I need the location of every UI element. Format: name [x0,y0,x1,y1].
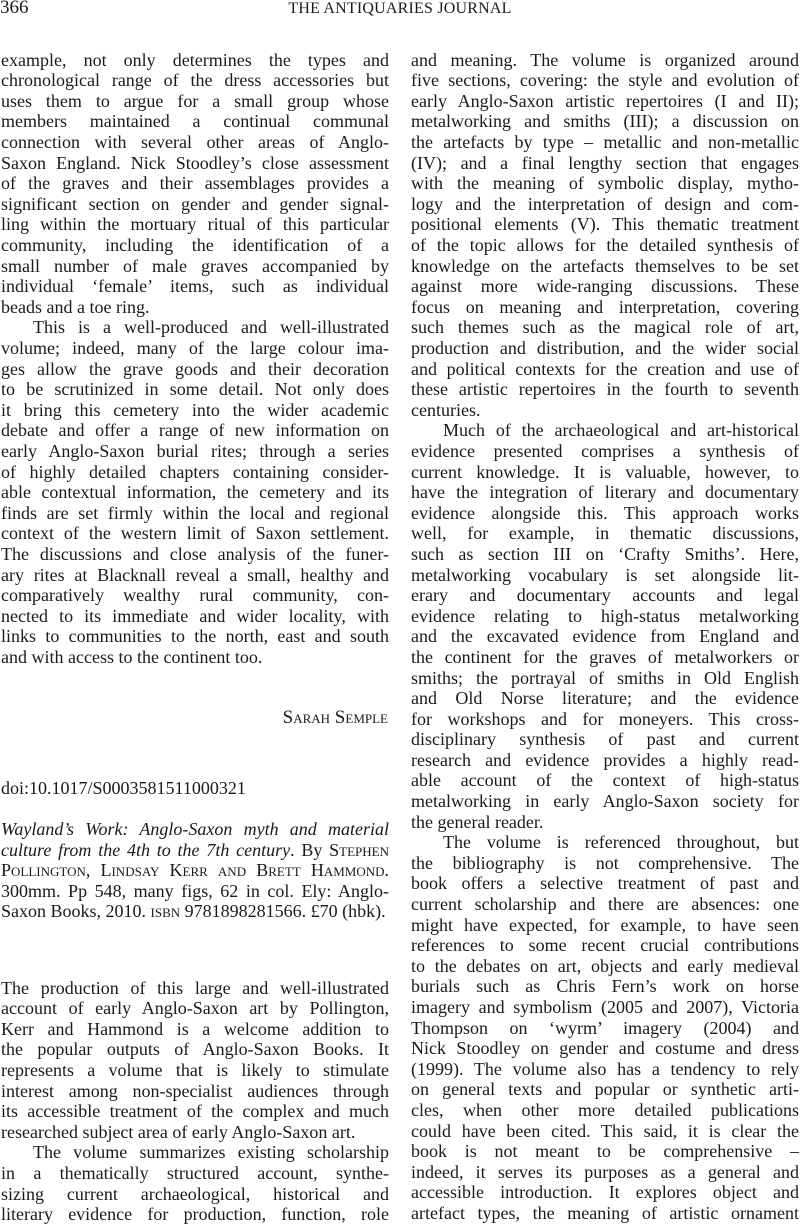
paragraph [1,978,389,1143]
text-line: these artistic repertoires in the fourth to seventh [411,379,799,400]
text-line: smiths; the portrayal of smiths in Old English [411,667,799,688]
text-line: references to some recent crucial contributions [411,935,799,956]
text-line: evidence alongside this. This approach works [411,502,799,523]
text-line: ary rites at Blacknall reveal a small, healthy and [1,564,389,585]
book-price: £70 (hbk). [310,901,386,922]
text-line: of highly detailed chapters containing consider- [1,461,389,482]
text-line: for workshops and for moneyers. This cross- [411,708,799,729]
text-line: focus on meaning and interpretation, covering [411,296,799,317]
text-line: uses them to argue for a small group whose [1,90,389,111]
text-line: current scholarship and there are absences: one [411,894,799,915]
book-citation [1,819,389,922]
text-line: account of early Anglo-Saxon art by Pollington, [1,998,389,1019]
page-number: 366 [0,0,29,18]
text-line: it bring this cemetery into the wider academic [1,399,389,420]
text-line: The discussions and close analysis of the funer- [1,543,389,564]
text-line: able contextual information, the cemetery and its [1,482,389,503]
text-line: the bibliography is not comprehensive. The [411,852,799,873]
text-line: example, not only determines the types and [1,49,389,70]
text-line: This is a well-produced and well-illustrated [33,317,389,338]
text-line: interest among non-specialist audiences through [1,1080,389,1101]
text-line: evidence presented comprises a synthesis of [411,440,799,461]
text-line: researched subject area of early Anglo-Saxon art. [1,1121,356,1142]
left-column-review-text [1,50,389,668]
journal-title: THE ANTIQUARIES JOURNAL [288,0,512,17]
text-line: indeed, it serves its purposes as a general and [411,1161,799,1182]
text-line: early Anglo-Saxon burial rites; through a series [1,440,389,461]
text-line: positional elements (V). This thematic treatment [411,214,799,235]
text-line: to the debates on art, objects and early medieval [411,955,799,976]
text-line: five sections, covering: the style and evolution of [411,70,799,91]
text-line: evidence relating to high-status metalworking [411,605,799,626]
text-line: and meaning. The volume is organized around [411,49,799,70]
text-line: links to communities to the north, east and south [1,626,389,647]
doi-identifier: doi:10.1017/S0003581511000321 [1,778,246,798]
text-line: and Old Norse literature; and the evidence [411,688,799,709]
text-line: The production of this large and well-illustrated [1,977,389,998]
text-line: Saxon England. Nick Stoodley’s close assessment [1,152,389,173]
text-line: book is not meant to be comprehensive – [411,1141,799,1162]
text-line: the popular outputs of Anglo-Saxon Books. It [1,1039,389,1060]
text-line: significant section on gender and gender signal- [1,193,389,214]
text-line: represents a volume that is likely to stimulate [1,1060,389,1081]
text-line: its accessible treatment of the complex and much [1,1101,389,1122]
text-line: accessible introduction. It explores object and [411,1182,799,1203]
text-line: debate and offer a range of new information on [1,420,389,441]
text-line: (1999). The volume also has a tendency to rely [411,1058,799,1079]
text-line: book offers a selective treatment of past and [411,873,799,894]
text-line: Nick Stoodley on gender and costume and dress [411,1038,799,1059]
text-line: the general reader. [411,811,544,832]
text-line: beads and a toe ring. [1,296,150,317]
paragraph [1,50,389,318]
text-line: artefact types, the meaning of artistic ornament [411,1202,799,1223]
text-line: ling within the mortuary ritual of this particular [1,214,389,235]
book-authors: Stephen Pollington, Lindsay Kerr and Brett Hammond [1,839,389,881]
left-column-review-text-2 [1,978,389,1225]
isbn-number: 9781898281566. [180,901,311,922]
text-line: The volume is referenced throughout, but [443,832,799,853]
text-line: small number of male graves accompanied by [1,255,389,276]
paragraph [411,832,799,1223]
book-details: . 300mm. Pp 548, many figs, 62 in col. Ely: Anglo-Saxon Books, 2010. [1,860,389,922]
text-line: comparatively wealthy rural community, con- [1,585,389,606]
text-line: on general texts and popular or synthetic arti- [411,1079,799,1100]
paragraph [411,50,799,421]
text-line: metalworking vocabulary is set alongside lit- [411,564,799,585]
text-line: the continent for the graves of metalworkers or [411,646,799,667]
book-title: Wayland’s Work: Anglo-Saxon myth and material culture from the 4th to the 7th century [1,819,389,860]
text-line: Much of the archaeological and art-historical [443,420,799,441]
text-line: of the graves and their assemblages provides a [1,173,389,194]
text-line: individual ‘female’ items, such as individual [1,276,389,297]
text-line: context of the western limit of Saxon settlement. [1,523,389,544]
text-line: knowledge on the artefacts themselves to be set [411,255,799,276]
text-line: literary evidence for production, function, role [1,1204,389,1225]
text-line: such themes such as the magical role of art, [411,317,799,338]
reviewer-signature: Sarah Semple [282,707,388,728]
text-line: erary and documentary accounts and legal [411,585,799,606]
text-line: burials such as Chris Fern’s work on horse [411,976,799,997]
text-line: have the integration of literary and documentary [411,482,799,503]
text-line: imagery and symbolism (2005 and 2007), Victoria [411,997,799,1017]
text-line: in a thematically structured account, synthe- [1,1163,389,1184]
text-line: sizing current archaeological, historical and [1,1183,389,1204]
text-line: current knowledge. It is valuable, however, to [411,461,799,482]
text-line: The volume summarizes existing scholarship [33,1142,389,1163]
text-line: ges allow the grave goods and their decoration [1,358,389,379]
text-line: metalworking in early Anglo-Saxon society for [411,791,799,812]
text-line: finds are set firmly within the local and regional [1,502,389,523]
text-line: with the meaning of symbolic display, mytho- [411,173,799,194]
text-line: and with access to the continent too. [1,646,263,667]
text-line: of the topic allows for the detailed synthesis of [411,235,799,256]
text-line: (IV); and a final lengthy section that engages [411,152,799,173]
right-column-review-text [411,50,799,1224]
text-line: production and distribution, and the wider social [411,338,799,358]
text-line: volume; indeed, many of the large colour ima- [1,338,389,358]
text-line: cles, when other more detailed publications [411,1099,799,1120]
text-line: Kerr and Hammond is a welcome addition to [1,1018,389,1039]
text-line: could have been cited. This said, it is clear the [411,1120,799,1141]
text-line: the artefacts by type – metallic and non-metallic [411,132,799,153]
text-line: nected to its immediate and wider locality, with [1,605,389,626]
text-line: members maintained a continual communal [1,111,389,132]
text-line: such as section III on ‘Crafty Smiths’. Here, [411,543,799,564]
paragraph [411,420,799,832]
text-line: Thompson on ‘wyrm’ imagery (2004) and [411,1017,799,1038]
text-line: and the excavated evidence from England and [411,626,799,647]
text-line: logy and the interpretation of design and com- [411,193,799,214]
text-line: and political contexts for the creation and use of [411,358,799,379]
isbn-label: isbn [150,901,181,922]
paragraph [1,1142,389,1224]
text-line: metalworking and smiths (III); a discussion on [411,111,799,132]
text-line: early Anglo-Saxon artistic repertoires (I and II); [411,90,799,111]
text-line: against more wide-ranging discussions. These [411,276,799,297]
text-line: connection with several other areas of Anglo- [1,132,389,153]
text-line: research and evidence provides a highly read- [411,749,799,770]
text-line: able account of the context of high-status [411,770,799,791]
text-line: chronological range of the dress accessories but [1,70,389,91]
text-line: disciplinary synthesis of past and current [411,729,799,750]
text-line: community, including the identification of a [1,235,389,256]
text-line: might have expected, for example, to have seen [411,914,799,935]
text-line: to be scrutinized in some detail. Not only does [1,379,389,400]
text-line: well, for example, in thematic discussions, [411,523,799,544]
paragraph [1,317,389,667]
citation-by: . By [290,839,330,860]
text-line: centuries. [411,399,481,420]
